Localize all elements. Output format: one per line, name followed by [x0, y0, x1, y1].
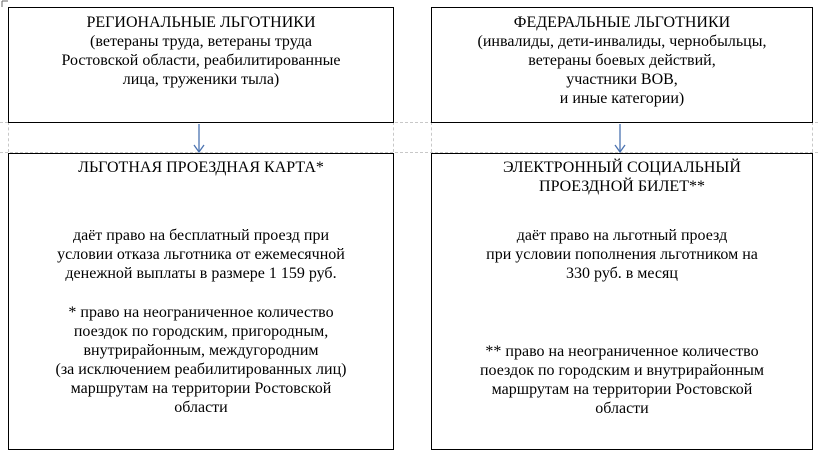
ticket-title-2: ПРОЕЗДНОЙ БИЛЕТ** — [539, 178, 705, 195]
ticket-note-4: области — [595, 400, 649, 417]
regional-line-2: Ростовской области, реабилитированные — [61, 52, 341, 69]
federal-line-1: (инвалиды, дети-инвалиды, чернобыльцы, — [477, 33, 767, 50]
arrow-down-icon — [613, 124, 627, 154]
regional-beneficiaries-box — [8, 7, 394, 123]
card-note-2: поездок по городским, пригородным, — [73, 323, 329, 340]
ticket-note-2: поездок по городским и внутрирайонным — [479, 362, 765, 379]
ticket-desc-3: 330 руб. в месяц — [566, 265, 678, 282]
federal-line-2: ветераны боевых действий, — [528, 52, 716, 69]
arrow-down-icon — [192, 124, 206, 154]
table-guide-left — [8, 122, 9, 152]
card-note-1: * право на неограниченное количество — [68, 304, 334, 321]
ticket-desc-2: при условии пополнения льготником на — [486, 246, 758, 263]
regional-title: РЕГИОНАЛЬНЫЕ ЛЬГОТНИКИ — [86, 14, 316, 31]
ticket-title-1: ЭЛЕКТРОННЫЙ СОЦИАЛЬНЫЙ — [503, 159, 741, 176]
social-ticket-box — [431, 153, 813, 450]
card-desc-1: даёт право на бесплатный проезд при — [72, 227, 330, 244]
travel-card-box — [8, 153, 394, 450]
federal-line-4: и иные категории) — [559, 90, 685, 107]
card-note-6: области — [174, 399, 228, 416]
card-title: ЛЬГОТНАЯ ПРОЕЗДНАЯ КАРТА* — [78, 159, 324, 176]
table-guide-mid-right — [431, 122, 432, 152]
card-note-3: внутрирайонным, междугородним — [83, 342, 319, 359]
card-note-5: маршрутам на территории Ростовской — [70, 380, 332, 397]
card-desc-2: условии отказа льготника от ежемесячной — [57, 246, 345, 263]
card-note-4: (за исключением реабилитированных лиц) — [55, 361, 347, 378]
card-desc-3: денежной выплаты в размере 1 159 руб. — [65, 265, 337, 282]
ticket-note-1: ** право на неограниченное количество — [485, 343, 759, 360]
federal-title: ФЕДЕРАЛЬНЫЕ ЛЬГОТНИКИ — [513, 14, 731, 31]
table-guide-mid-left — [393, 122, 394, 152]
table-guide-right — [812, 122, 813, 152]
federal-line-3: участники ВОВ, — [566, 71, 678, 88]
ticket-note-3: маршрутам на территории Ростовской — [491, 381, 753, 398]
federal-beneficiaries-box — [431, 7, 813, 123]
regional-line-1: (ветераны труда, ветераны труда — [90, 33, 312, 50]
regional-line-3: лица, труженики тыла) — [122, 71, 280, 88]
ticket-desc-1: даёт право на льготный проезд — [516, 227, 728, 244]
